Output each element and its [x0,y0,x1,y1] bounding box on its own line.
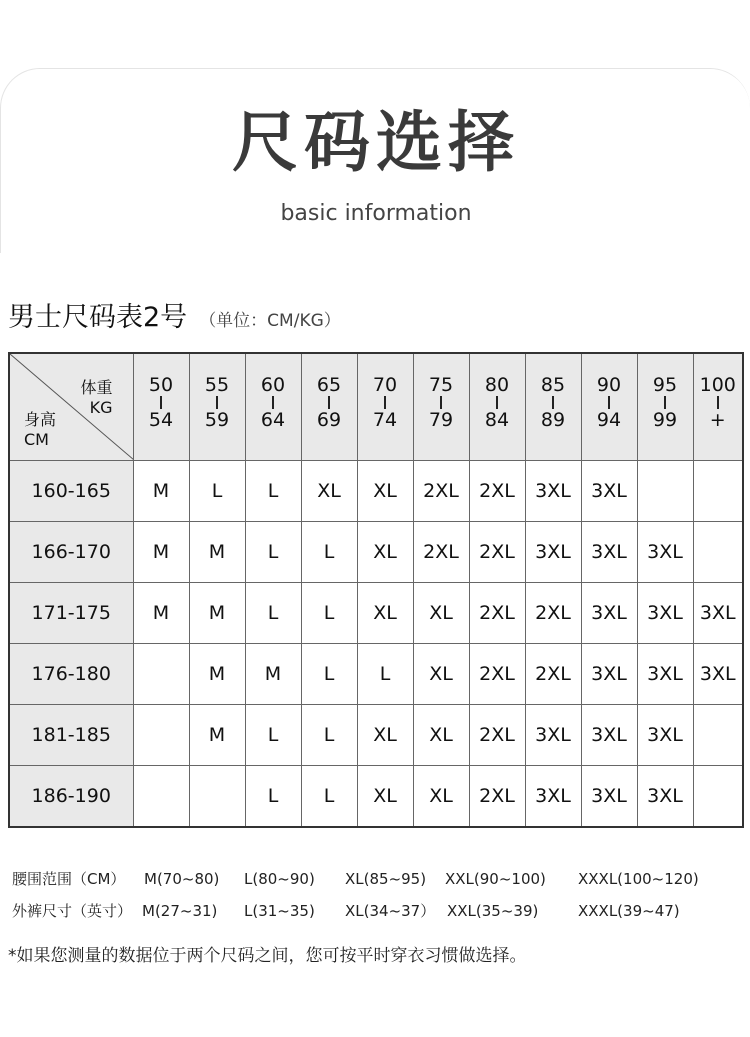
size-cell [133,705,189,766]
weight-range-max: 84 [484,409,510,431]
height-range-cell: 171-175 [9,583,133,644]
size-cell: 3XL [637,522,693,583]
size-cell: L [301,766,357,828]
size-cell: 3XL [693,644,743,705]
range-separator [496,396,498,409]
size-cell: XL [357,461,413,522]
size-cell: 2XL [469,644,525,705]
height-label: 身高 [24,410,57,429]
corner-cell [9,353,133,461]
height-unit: CM [24,430,49,449]
weight-range [246,354,301,430]
range-separator [608,396,610,409]
size-cell: 2XL [525,644,581,705]
size-cell [133,644,189,705]
header-row [9,353,743,461]
size-cell: XL [413,583,469,644]
weight-axis-label [80,378,112,418]
size-cell: 3XL [637,766,693,828]
inseam-value: M(27~31) [142,902,218,920]
weight-range-max: 59 [204,409,230,431]
size-cell: 2XL [469,766,525,828]
table-unit: （单位：CM/KG） [199,311,341,331]
size-cell [693,705,743,766]
size-cell: 2XL [469,583,525,644]
weight-range [582,354,637,430]
size-cell: M [133,461,189,522]
size-cell: 3XL [581,766,637,828]
footnote: *如果您测量的数据位于两个尺码之间，您可按平时穿衣习惯做选择。 [8,946,527,966]
size-cell: M [133,522,189,583]
weight-range-min: 100 [699,374,736,396]
weight-range-header [189,353,245,461]
weight-range-min: 60 [260,374,286,396]
weight-range-max: 94 [596,409,622,431]
size-cell: M [189,522,245,583]
size-cell: L [245,522,301,583]
table-title [8,300,341,339]
size-cell: 2XL [469,461,525,522]
weight-range [638,354,693,430]
size-cell: M [189,705,245,766]
inseam-label: 外裤尺寸（英寸） [12,902,133,920]
size-cell: L [301,644,357,705]
size-cell: 2XL [469,705,525,766]
weight-range-header [581,353,637,461]
size-cell: L [245,583,301,644]
size-cell: 3XL [581,583,637,644]
size-cell: 3XL [581,461,637,522]
inseam-value: XXXL(39~47) [578,902,680,920]
weight-range [414,354,469,430]
weight-range-max: 89 [540,409,566,431]
range-separator [717,396,719,409]
size-cell: 2XL [413,522,469,583]
header-card [0,68,750,253]
weight-range-min: 80 [484,374,510,396]
size-cell: 2XL [469,522,525,583]
size-cell: L [245,705,301,766]
range-separator [552,396,554,409]
weight-range [134,354,189,430]
inseam-value: L(31~35) [244,902,315,920]
height-range-cell: 186-190 [9,766,133,828]
page-title: 尺码选择 [232,104,520,181]
waist-value: XXL(90~100) [445,870,546,888]
size-cell: L [245,766,301,828]
size-cell: 3XL [637,583,693,644]
size-cell: M [245,644,301,705]
waist-label: 腰围范围（CM） [12,870,126,888]
size-cell: XL [357,583,413,644]
inseam-value: XXL(35~39) [447,902,539,920]
range-separator [272,396,274,409]
range-separator [328,396,330,409]
size-cell: 3XL [581,522,637,583]
weight-range-header [301,353,357,461]
size-cell: XL [413,644,469,705]
weight-range [470,354,525,430]
weight-range-max: 54 [148,409,174,431]
size-cell: 3XL [693,583,743,644]
weight-range-min: 95 [652,374,678,396]
weight-range-min: 85 [540,374,566,396]
size-cell: L [245,461,301,522]
weight-range-header [133,353,189,461]
size-cell [693,461,743,522]
weight-range [526,354,581,430]
table-title-text: 男士尺码表2号 [8,302,188,333]
size-cell: 3XL [525,766,581,828]
weight-range-header [469,353,525,461]
size-cell: 2XL [413,461,469,522]
size-cell: M [133,583,189,644]
weight-unit: KG [89,398,113,417]
weight-range-min: 90 [596,374,622,396]
size-cell: M [189,583,245,644]
weight-range [302,354,357,430]
waist-value: XXXL(100~120) [578,870,699,888]
height-range-cell: 176-180 [9,644,133,705]
size-cell: L [189,461,245,522]
weight-range-min: 50 [148,374,174,396]
size-cell: 3XL [525,461,581,522]
weight-range-header [637,353,693,461]
size-cell: L [301,583,357,644]
range-separator [664,396,666,409]
size-cell: XL [301,461,357,522]
weight-label: 体重 [80,378,113,397]
table-row [9,766,743,828]
inseam-value: XL(34~37） [345,902,436,920]
table-row [9,461,743,522]
size-cell: L [301,522,357,583]
size-cell: 3XL [581,705,637,766]
weight-range-max: 64 [260,409,286,431]
size-cell: 3XL [637,644,693,705]
size-cell: 3XL [637,705,693,766]
size-cell: 3XL [525,522,581,583]
weight-range-min: 75 [428,374,454,396]
size-cell: XL [413,766,469,828]
size-cell [133,766,189,828]
height-range-cell: 181-185 [9,705,133,766]
weight-range [190,354,245,430]
range-separator [440,396,442,409]
weight-range-max: 99 [652,409,678,431]
height-range-cell: 160-165 [9,461,133,522]
waist-value: L(80~90) [244,870,315,888]
weight-range-min: 70 [372,374,398,396]
size-cell: XL [413,705,469,766]
weight-range-max: + [709,409,726,431]
weight-range-max: 69 [316,409,342,431]
weight-range [358,354,413,430]
size-cell: 3XL [581,644,637,705]
size-chart-table [8,352,744,828]
range-separator [216,396,218,409]
table-row [9,705,743,766]
weight-range-header [357,353,413,461]
weight-range [694,354,743,430]
size-cell: 2XL [525,583,581,644]
range-separator [384,396,386,409]
size-cell: M [189,644,245,705]
weight-range-header [245,353,301,461]
size-cell [693,522,743,583]
size-cell: L [301,705,357,766]
page-subtitle: basic information [280,201,472,226]
weight-range-min: 55 [204,374,230,396]
size-cell [189,766,245,828]
waist-value: XL(85~95) [345,870,427,888]
size-cell: 3XL [525,705,581,766]
size-cell: XL [357,766,413,828]
weight-range-max: 74 [372,409,398,431]
size-cell [693,766,743,828]
range-separator [160,396,162,409]
weight-range-header [693,353,743,461]
size-cell: XL [357,705,413,766]
table-row [9,644,743,705]
table-row [9,583,743,644]
weight-range-header [525,353,581,461]
table-row [9,522,743,583]
waist-value: M(70~80) [144,870,220,888]
weight-range-header [413,353,469,461]
size-cell: L [357,644,413,705]
size-cell: XL [357,522,413,583]
size-cell [637,461,693,522]
height-axis-label [24,410,56,450]
height-range-cell: 166-170 [9,522,133,583]
weight-range-max: 79 [428,409,454,431]
weight-range-min: 65 [316,374,342,396]
